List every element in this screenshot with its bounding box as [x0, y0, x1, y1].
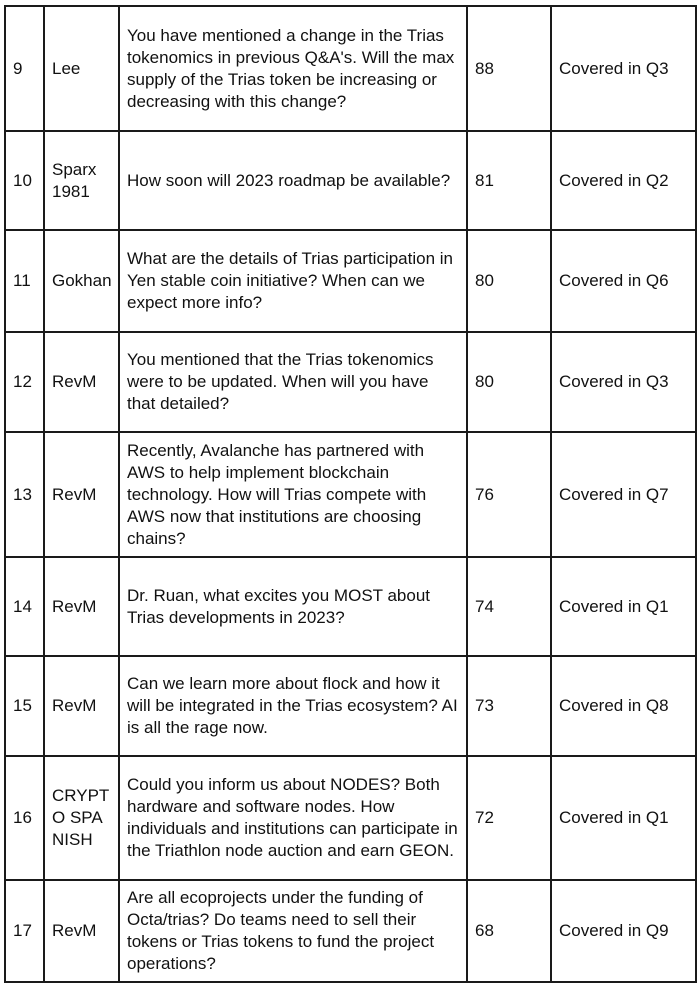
question-text: How soon will 2023 roadmap be available?: [119, 131, 467, 230]
status: Covered in Q1: [551, 756, 696, 880]
table-row: [5, 332, 696, 432]
vote-count: 80: [467, 332, 551, 432]
question-number: 13: [5, 432, 44, 557]
table-row: [5, 432, 696, 557]
vote-count: 88: [467, 6, 551, 131]
username: RevM: [44, 432, 119, 557]
username: [44, 131, 119, 230]
table-row: [5, 230, 696, 332]
question-text: What are the details of Trias participation in Yen stable coin initiative? When can we expect more info?: [119, 230, 467, 332]
table-row: [5, 880, 696, 982]
question-number: 9: [5, 6, 44, 131]
status: Covered in Q3: [551, 6, 696, 131]
table-row: [5, 557, 696, 656]
vote-count: 73: [467, 656, 551, 756]
question-text: You have mentioned a change in the Trias tokenomics in previous Q&A's. Will the max supply of the Trias token be increasing or decreasing with this change?: [119, 6, 467, 131]
qa-table: [4, 5, 697, 983]
question-number: 15: [5, 656, 44, 756]
table-row: [5, 756, 696, 880]
question-number: 14: [5, 557, 44, 656]
vote-count: 81: [467, 131, 551, 230]
table-row: [5, 6, 696, 131]
table-row: [5, 656, 696, 756]
question-text: You mentioned that the Trias tokenomics were to be updated. When will you have that detailed?: [119, 332, 467, 432]
status: Covered in Q2: [551, 131, 696, 230]
question-number: 11: [5, 230, 44, 332]
question-text: Dr. Ruan, what excites you MOST about Trias developments in 2023?: [119, 557, 467, 656]
vote-count: 80: [467, 230, 551, 332]
table-row: [5, 131, 696, 230]
status: Covered in Q8: [551, 656, 696, 756]
status: Covered in Q7: [551, 432, 696, 557]
status: Covered in Q6: [551, 230, 696, 332]
vote-count: 74: [467, 557, 551, 656]
question-text: Are all ecoprojects under the funding of Octa/trias? Do teams need to sell their tokens or Trias tokens to fund the project operations?: [119, 880, 467, 982]
question-number: 10: [5, 131, 44, 230]
username-line-1: Sparx: [52, 159, 97, 179]
status: Covered in Q9: [551, 880, 696, 982]
status: Covered in Q3: [551, 332, 696, 432]
question-text: Could you inform us about NODES? Both hardware and software nodes. How individuals and institutions can participate in the Triathlon node auction and earn GEON.: [119, 756, 467, 880]
vote-count: 76: [467, 432, 551, 557]
username: Gokhan: [44, 230, 119, 332]
username: RevM: [44, 656, 119, 756]
question-text: Recently, Avalanche has partnered with AWS to help implement blockchain technology. How will Trias compete with AWS now that institutions are choosing chains?: [119, 432, 467, 557]
question-number: 17: [5, 880, 44, 982]
username: RevM: [44, 332, 119, 432]
username: CRYPTO SPANISH: [44, 756, 119, 880]
question-number: 12: [5, 332, 44, 432]
username: Lee: [44, 6, 119, 131]
username-line-2: 1981: [52, 181, 90, 201]
question-number: 16: [5, 756, 44, 880]
vote-count: 68: [467, 880, 551, 982]
question-text: Can we learn more about flock and how it will be integrated in the Trias ecosystem? AI is all the rage now.: [119, 656, 467, 756]
username: RevM: [44, 557, 119, 656]
vote-count: 72: [467, 756, 551, 880]
username: RevM: [44, 880, 119, 982]
status: Covered in Q1: [551, 557, 696, 656]
